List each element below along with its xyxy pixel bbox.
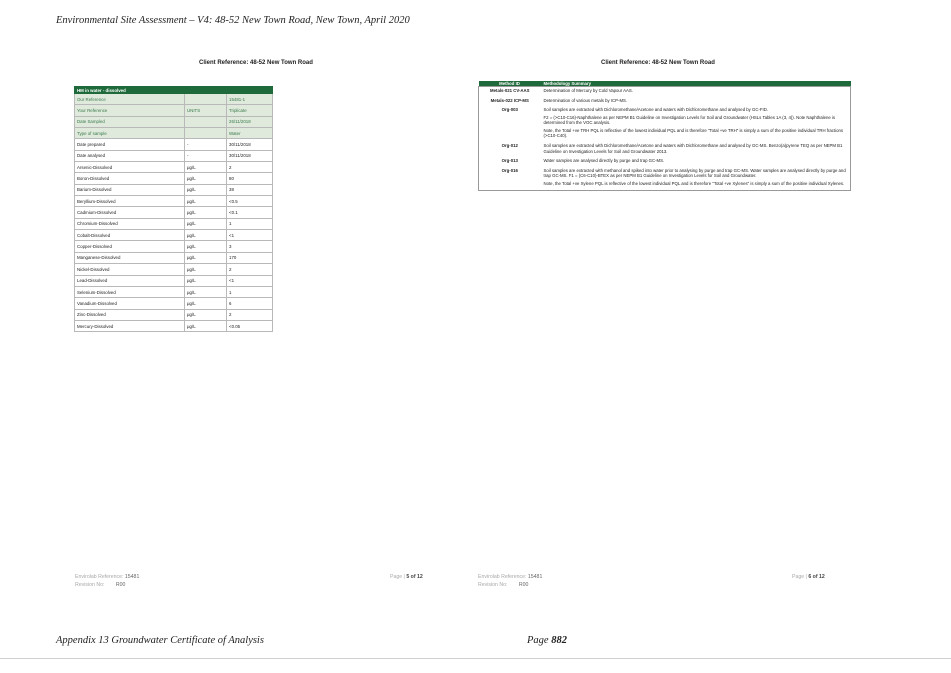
method-row: [479, 106, 851, 142]
table-row: [75, 320, 273, 331]
table-cell-label: Your Reference: [75, 105, 185, 116]
method-row: [479, 87, 851, 97]
table-cell-units: µg/L: [185, 264, 227, 275]
method-id: Metals-021 CV-AAS: [490, 88, 530, 93]
table-row: [75, 184, 273, 195]
table-row: [75, 162, 273, 173]
table-row: [75, 241, 273, 252]
table-cell-units: µg/L: [185, 218, 227, 229]
envirolab-ref-label: Envirolab Reference:: [478, 574, 527, 580]
table-cell-value: 6: [227, 298, 273, 309]
page-value: 5 of 12: [406, 574, 423, 580]
left-client-reference: Client Reference: 48-52 New Town Road: [199, 60, 313, 66]
method-summary-paragraph: Soil samples are extracted with Dichloromethane/Acetone and waters with Dichloromethane and analysed by GC-MS. Benzo(a)pyrene TEQ as per NEPM B1 Guideline on Investigation Levels for Soil and Groundwater 2013.: [543, 143, 843, 154]
table-cell-label: Chromium-Dissolved: [75, 218, 185, 229]
table-title: HM in water - dissolved: [75, 87, 273, 94]
table-cell-label: Date prepared: [75, 139, 185, 150]
table-cell-label: Arsenic-Dissolved: [75, 162, 185, 173]
revision-label: Revision No:: [478, 582, 508, 589]
table-cell-units: [185, 128, 227, 139]
table-row: [75, 150, 273, 161]
footer-page-label: Page: [527, 635, 549, 646]
table-cell-units: -: [185, 150, 227, 161]
table-cell-label: Date analysed: [75, 150, 185, 161]
table-cell-label: Type of sample: [75, 128, 185, 139]
table-cell-value: 2: [227, 309, 273, 320]
page-label: Page |: [390, 574, 405, 580]
table-cell-units: µg/L: [185, 309, 227, 320]
method-summary: [541, 157, 851, 167]
methodology-summary-header: Methodology Summary: [541, 81, 851, 87]
envirolab-ref: 15481: [527, 574, 543, 580]
method-id: Org-012: [501, 143, 518, 149]
method-row: [479, 142, 851, 157]
table-cell-value: 1: [227, 218, 273, 229]
method-summary: [541, 106, 851, 142]
table-row: [75, 105, 273, 116]
methodology-table: [478, 81, 851, 191]
table-cell-value: Water: [227, 128, 273, 139]
table-cell-units: [185, 116, 227, 127]
right-client-reference: Client Reference: 48-52 New Town Road: [601, 60, 715, 66]
table-cell-value: 38: [227, 184, 273, 195]
table-row: [75, 298, 273, 309]
method-summary-paragraph: Soil samples are extracted with Dichloromethane/Acetone and waters with Dichloromethane and analysed by GC-FID.: [543, 107, 769, 113]
method-row: [479, 167, 851, 190]
left-page-number: [390, 574, 423, 580]
method-summary-paragraph: Note, the Total +ve Xylene PQL is reflective of the lowest individual PQL and is therefore "Total +ve Xylenes" is simply a sum of the positive individual Xylenes.: [543, 180, 845, 186]
table-row: [75, 252, 273, 263]
method-summary: [541, 167, 851, 190]
table-row: [75, 275, 273, 286]
table-cell-label: Cobalt-Dissolved: [75, 230, 185, 241]
table-row: [75, 94, 273, 105]
table-cell-value: <1: [227, 275, 273, 286]
method-row: [479, 157, 851, 167]
table-row: [75, 264, 273, 275]
table-cell-label: Copper-Dissolved: [75, 241, 185, 252]
table-cell-label: Lead-Dissolved: [75, 275, 185, 286]
table-cell-units: µg/L: [185, 184, 227, 195]
revision-value: R00: [518, 582, 529, 589]
table-cell-units: µg/L: [185, 252, 227, 263]
table-cell-value: 1: [227, 286, 273, 297]
method-id: Org-003: [501, 107, 518, 113]
method-summary-paragraph: Soil samples are extracted with methanol and spiked into water prior to analysing by purge and trap GC-MS. Water samples are analysed directly by purge and trap GC-MS. F1 = (C6-C10)-BTEX as per NEPM B1 Guideline on Investigation Levels for Soil and Groundwater.: [543, 167, 846, 179]
table-cell-label: Vanadium-Dissolved: [75, 298, 185, 309]
table-cell-value: <0.05: [227, 320, 273, 331]
method-summary: [541, 97, 851, 107]
table-cell-value: <1: [227, 230, 273, 241]
table-cell-units: µg/L: [185, 286, 227, 297]
table-cell-label: Selenium-Dissolved: [75, 286, 185, 297]
table-row: [75, 173, 273, 184]
hm-water-dissolved-table: [74, 86, 273, 332]
table-cell-units: µg/L: [185, 162, 227, 173]
method-id-header: Method ID: [479, 81, 541, 87]
table-cell-units: µg/L: [185, 196, 227, 207]
table-row: [75, 286, 273, 297]
method-summary-paragraph: Water samples are analysed directly by purge and trap GC-MS.: [543, 158, 665, 164]
table-cell-units: µg/L: [185, 173, 227, 184]
table-cell-label: Zinc-Dissolved: [75, 309, 185, 320]
table-cell-label: Date Sampled: [75, 116, 185, 127]
table-cell-label: Our Reference: [75, 94, 185, 105]
table-cell-value: 80: [227, 173, 273, 184]
table-cell-units: µg/L: [185, 275, 227, 286]
table-cell-value: 170: [227, 252, 273, 263]
table-cell-value: 2: [227, 264, 273, 275]
table-cell-units: [185, 94, 227, 105]
table-cell-units: µg/L: [185, 241, 227, 252]
table-cell-value: 26/11/2018: [227, 116, 273, 127]
right-page-number: [792, 574, 825, 580]
envirolab-ref: 15481: [124, 574, 140, 580]
method-summary-paragraph: Determination of various metals by ICP-MS.: [543, 97, 628, 103]
table-row: [75, 128, 273, 139]
envirolab-ref-label: Envirolab Reference:: [75, 574, 124, 580]
revision-value: R00: [115, 582, 126, 589]
table-cell-value: 30/11/2018: [227, 139, 273, 150]
table-cell-units: µg/L: [185, 207, 227, 218]
page-label: Page |: [792, 574, 807, 580]
document-header: Environmental Site Assessment – V4: 48-52 New Town Road, New Town, April 2020: [56, 15, 410, 26]
table-row: [75, 207, 273, 218]
table-row: [75, 218, 273, 229]
method-summary-paragraph: Determination of Mercury by Cold Vapour AAS.: [543, 88, 633, 93]
method-id: Org-016: [501, 167, 518, 173]
table-cell-value: <0.5: [227, 196, 273, 207]
table-cell-value: 3: [227, 241, 273, 252]
table-row: [75, 116, 273, 127]
table-row: [75, 196, 273, 207]
left-footer-refs: [75, 573, 139, 589]
table-cell-label: Mercury-Dissolved: [75, 320, 185, 331]
table-cell-label: Nickel-Dissolved: [75, 264, 185, 275]
table-cell-label: Cadmium-Dissolved: [75, 207, 185, 218]
table-title-row: [75, 87, 273, 94]
document-page-number: [527, 635, 567, 646]
method-summary-paragraph: F2 = (>C10-C16)-Naphthalene as per NEPM B1 Guideline on Investigation Levels for Soil and Groundwater (HSLs Tables 1A (3, 4)). Note Naphthalene is determined from the VOC analysis.: [543, 114, 836, 126]
table-cell-label: Manganese-Dissolved: [75, 252, 185, 263]
table-cell-value: 30/11/2018: [227, 150, 273, 161]
table-cell-units: UNITS: [185, 105, 227, 116]
table-cell-label: Boron-Dissolved: [75, 173, 185, 184]
table-row: [75, 230, 273, 241]
method-id: Org-013: [501, 158, 518, 164]
table-row: [75, 309, 273, 320]
document-footer-title: Appendix 13 Groundwater Certificate of Analysis: [56, 635, 264, 646]
table-cell-value: <0.1: [227, 207, 273, 218]
table-cell-label: Beryllium-Dissolved: [75, 196, 185, 207]
table-cell-value: 15481-1: [227, 94, 273, 105]
page-value: 6 of 12: [808, 574, 825, 580]
footer-page-number: 882: [551, 635, 567, 646]
method-id: Metals-022 ICP-MS: [490, 97, 529, 103]
table-row: [75, 139, 273, 150]
method-summary: [541, 142, 851, 157]
method-summary: [541, 87, 851, 97]
table-cell-units: µg/L: [185, 320, 227, 331]
table-cell-value: Triplicate: [227, 105, 273, 116]
table-cell-value: 2: [227, 162, 273, 173]
table-cell-units: µg/L: [185, 230, 227, 241]
table-cell-units: µg/L: [185, 298, 227, 309]
right-footer-refs: [478, 573, 542, 589]
method-row: [479, 97, 851, 107]
revision-label: Revision No:: [75, 582, 105, 589]
method-summary-paragraph: Note, the Total +ve TRH PQL is reflective of the lowest individual PQL and is therefore "Total +ve TRH" is simply a sum of the positive individual TRH fractions (>C10-C40).: [543, 127, 844, 139]
bottom-divider: [0, 658, 951, 659]
table-cell-units: -: [185, 139, 227, 150]
table-cell-label: Barium-Dissolved: [75, 184, 185, 195]
